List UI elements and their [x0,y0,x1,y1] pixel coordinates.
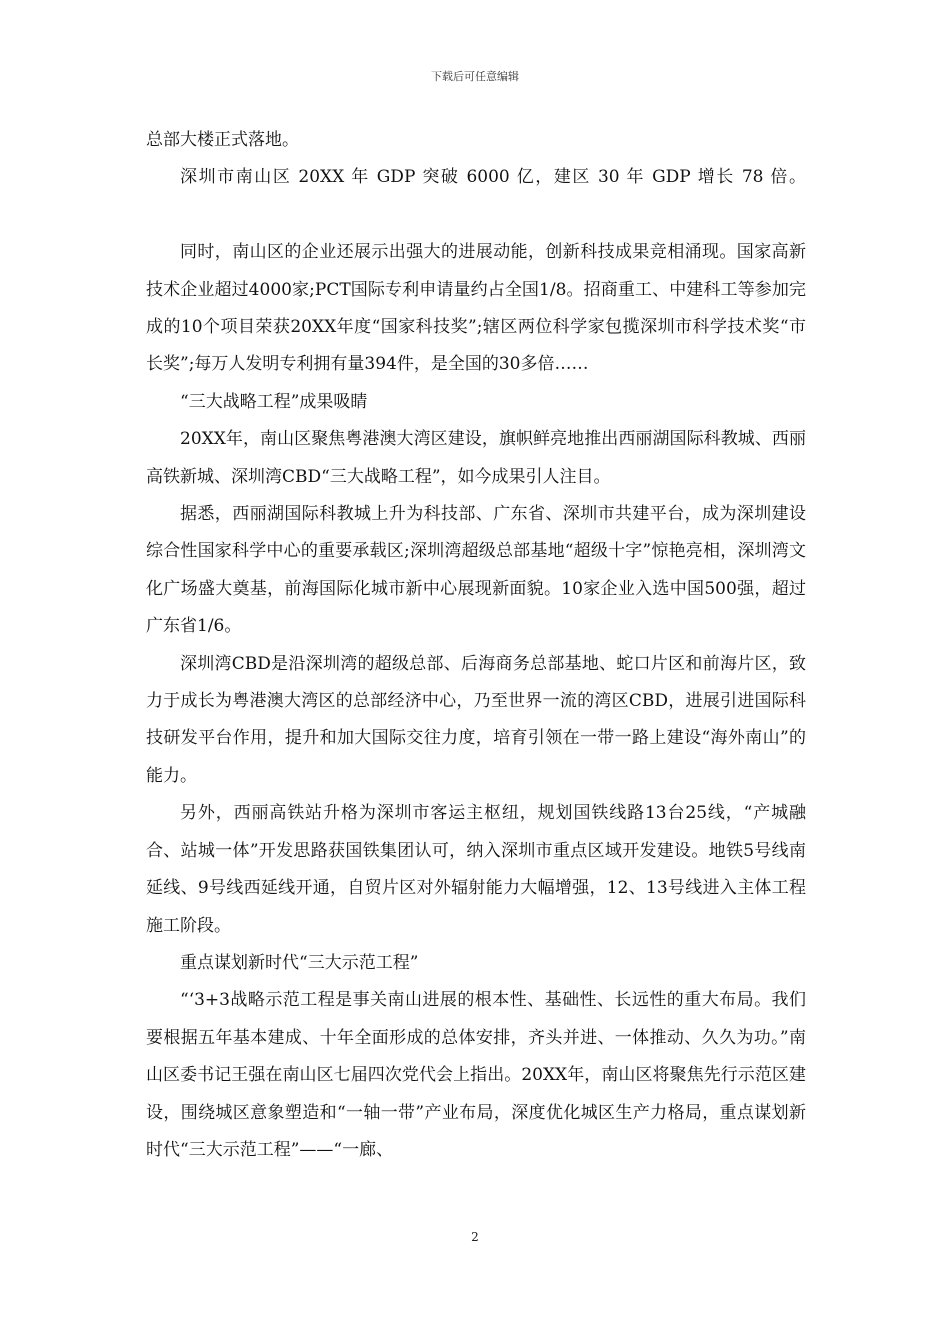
paragraph-1: 总部大楼正式落地。 [146,130,299,150]
paragraph-4: 20XX年，南山区聚焦粤港澳大湾区建设，旗帜鲜亮地推出西丽湖国际科教城、西丽高铁新城、深圳湾CBD“三大战略工程”，如今成果引人注目。 [146,429,806,487]
section-heading-2: 重点谋划新时代“三大示范工程” [180,952,419,973]
paragraph-7: 另外，西丽高铁站升格为深圳市客运主枢纽，规划国铁线路13台25线，“产城融合、站城一体”开发思路获国铁集团认可，纳入深圳市重点区域开发建设。地铁5号线南延线、9号线西延线开通，自贸片区对外辐射能力大幅增强，12、13号线进入主体工程施工阶段。 [146,803,807,936]
section-heading-1: “三大战略工程”成果吸睛 [180,391,368,412]
page-number: 2 [471,1230,479,1244]
paragraph-gap [146,197,806,234]
page-header: 下载后可任意编辑 [431,70,519,83]
paragraph-6: 深圳湾CBD是沿深圳湾的超级总部、后海商务总部基地、蛇口片区和前海片区，致力于成长为粤港澳大湾区的总部经济中心，乃至世界一流的湾区CBD，进展引进国际科技研发平台作用，提升和加大国际交往力度，培育引领在一带一路上建设“海外南山”的能力。 [146,653,806,786]
paragraph-3: 同时，南山区的企业还展示出强大的进展动能，创新科技成果竞相涌现。国家高新技术企业超过4000家;PCT国际专利申请量约占全国1/8。招商重工、中建科工等参加完成的10个项目荣获20XX年度“国家科技奖”;辖区两位科学家包揽深圳市科学技术奖“市长奖”;每万人发明专利拥有量394件，是全国的30多倍…… [146,242,806,375]
paragraph-8: “‘3+3战略示范工程是事关南山进展的根本性、基础性、长远性的重大布局。我们要根据五年基本建成、十年全面形成的总体安排，齐头并进、一体推动、久久为功。”南山区委书记王强在南山区七届四次党代会上指出。20XX年，南山区将聚焦先行示范区建设，围绕城区意象塑造和“一轴一带”产业布局，深度优化城区生产力格局，重点谋划新时代“三大示范工程”——“一廊、 [146,990,806,1160]
document-body [146,122,806,1169]
paragraph-5: 据悉，西丽湖国际科教城上升为科技部、广东省、深圳市共建平台，成为深圳建设综合性国家科学中心的重要承载区;深圳湾超级总部基地“超级十字”惊艳亮相，深圳湾文化广场盛大奠基，前海国际化城市新中心展现新面貌。10家企业入选中国500强，超过广东省1/6。 [146,504,806,637]
paragraph-2: 深圳市南山区 20XX 年 GDP 突破 6000 亿，建区 30 年 GDP 增长 78 倍。 [180,167,806,188]
